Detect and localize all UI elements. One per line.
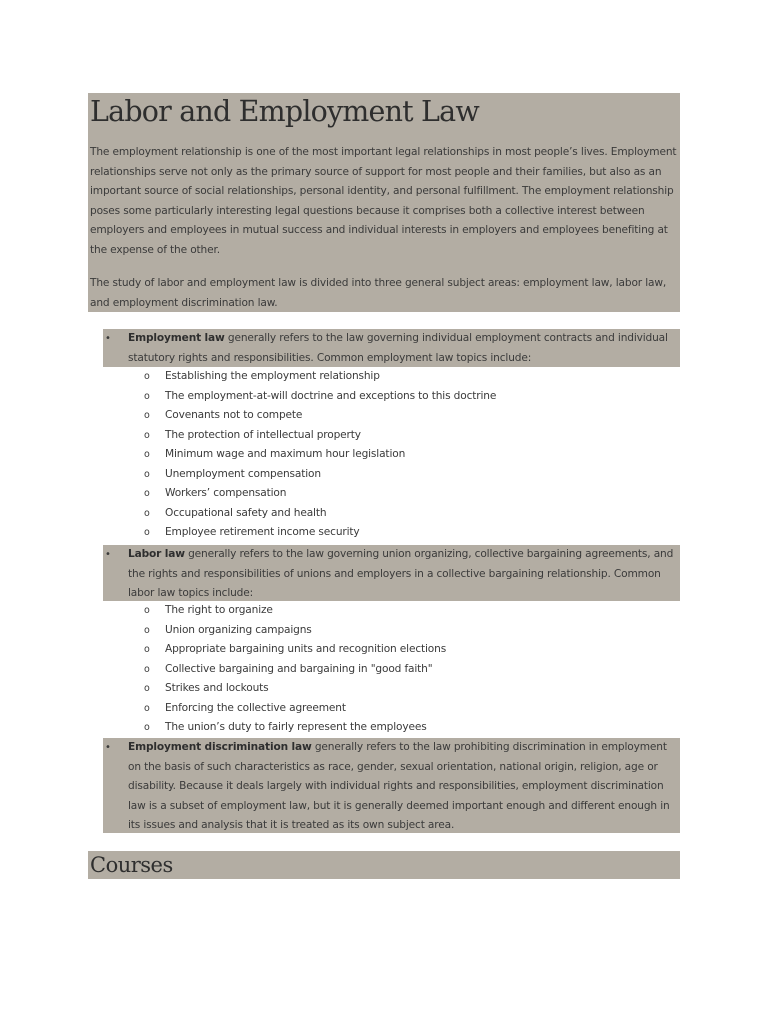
- list-item-text: Unemployment compensation: [165, 467, 321, 480]
- topic-description: generally refers to the law prohibiting discrimination in employment on the basis of such characteristics as race, gender, sexual orientation, national origin, religion, age or disability. Because it deals largely with individual rights and responsibilities, employment discrimination law is a subset of employment law, but it is generally deemed important enough and different enough in its issues and analysis that it is treated as its own subject area.: [128, 741, 670, 832]
- list-item-text: Enforcing the collective agreement: [165, 701, 346, 714]
- list-item-text: Employee retirement income security: [165, 526, 360, 538]
- topic-employment-law: [103, 329, 680, 543]
- sub-bullet-marker: o: [144, 624, 150, 636]
- list-item-text: Occupational safety and health: [165, 506, 327, 519]
- bullet-marker: •: [105, 333, 111, 344]
- topic-discrimination-law-summary: [103, 738, 680, 833]
- list-item: [103, 484, 680, 504]
- topic-description: generally refers to the law governing individual employment contracts and individual statutory rights and responsibilities. Common employment law topics include:: [128, 332, 668, 364]
- topic-labor-law: [103, 545, 680, 738]
- list-item: [103, 445, 680, 465]
- intro-section: [88, 93, 680, 312]
- topic-employment-law-summary: [103, 329, 680, 367]
- list-item-text: The protection of intellectual property: [165, 428, 361, 441]
- topic-text: [128, 738, 680, 836]
- list-item: [103, 387, 680, 407]
- sub-bullet-marker: o: [144, 722, 150, 733]
- list-item: [103, 718, 680, 738]
- courses-section: [88, 851, 680, 879]
- list-item-text: Strikes and lockouts: [165, 682, 269, 694]
- page-title: Labor and Employment Law: [90, 95, 479, 128]
- topic-term: Labor law: [128, 548, 185, 560]
- sub-bullet-marker: o: [144, 390, 150, 402]
- intro-paragraph-2: The study of labor and employment law is divided into three general subject areas: employment law, labor law, and employment discrimination law.: [90, 277, 667, 309]
- topic-text: [128, 545, 680, 604]
- sub-bullet-marker: o: [144, 663, 150, 675]
- list-item: [103, 523, 680, 543]
- sub-bullet-marker: o: [144, 371, 150, 382]
- list-item-text: The union’s duty to fairly represent the employees: [165, 721, 427, 733]
- topic-term: Employment law: [128, 332, 225, 344]
- sub-bullet-marker: o: [144, 429, 150, 441]
- list-item: [103, 601, 680, 621]
- list-item: [103, 406, 680, 426]
- employment-law-topics-list: [103, 367, 680, 543]
- courses-heading: Courses: [90, 853, 173, 877]
- topic-description: generally refers to the law governing union organizing, collective bargaining agreements, and the rights and responsibilities of unions and employers in a collective bargaining relationship. Common labor law topics include:: [128, 548, 674, 600]
- list-item-text: Workers’ compensation: [165, 487, 287, 499]
- list-item: [103, 426, 680, 446]
- sub-bullet-marker: o: [144, 683, 150, 694]
- sub-bullet-marker: o: [144, 468, 150, 480]
- list-item-text: Appropriate bargaining units and recognition elections: [165, 643, 447, 655]
- list-item-text: Union organizing campaigns: [165, 623, 312, 636]
- list-item-text: Collective bargaining and bargaining in "good faith": [165, 662, 433, 675]
- bullet-marker: •: [105, 549, 111, 560]
- sub-bullet-marker: o: [144, 605, 150, 616]
- topic-labor-law-summary: [103, 545, 680, 601]
- list-item-text: The right to organize: [165, 604, 273, 616]
- list-item: [103, 640, 680, 660]
- list-item-text: The employment-at-will doctrine and exceptions to this doctrine: [165, 389, 497, 402]
- labor-law-topics-list: [103, 601, 680, 738]
- sub-bullet-marker: o: [144, 488, 150, 499]
- list-item-text: Minimum wage and maximum hour legislation: [165, 448, 406, 460]
- topic-discrimination-law: [103, 738, 680, 833]
- sub-bullet-marker: o: [144, 410, 150, 421]
- list-item-text: Covenants not to compete: [165, 409, 303, 421]
- sub-bullet-marker: o: [144, 702, 150, 714]
- intro-paragraph-1: The employment relationship is one of the most important legal relationships in most people’s lives. Employment relationships serve not only as the primary source of support for most people and their families, but also as an important source of social relationships, personal identity, and personal fulfillment. The employment relationship poses some particularly interesting legal questions because it comprises both a collective interest between employers and employees in mutual success and individual interests in employers and employees benefiting at the expense of the other.: [90, 146, 677, 256]
- sub-bullet-marker: o: [144, 644, 150, 655]
- list-item-text: Establishing the employment relationship: [165, 370, 380, 382]
- document-page: [88, 93, 680, 877]
- sub-bullet-marker: o: [144, 449, 150, 460]
- sub-bullet-marker: o: [144, 507, 150, 519]
- list-item: [103, 699, 680, 719]
- sub-bullet-marker: o: [144, 527, 150, 538]
- topic-term: Employment discrimination law: [128, 741, 312, 753]
- bullet-marker: •: [105, 742, 111, 753]
- list-item: [103, 621, 680, 641]
- list-item: [103, 660, 680, 680]
- topic-text: [128, 329, 680, 368]
- list-item: [103, 465, 680, 485]
- list-item: [103, 367, 680, 387]
- list-item: [103, 679, 680, 699]
- list-item: [103, 504, 680, 524]
